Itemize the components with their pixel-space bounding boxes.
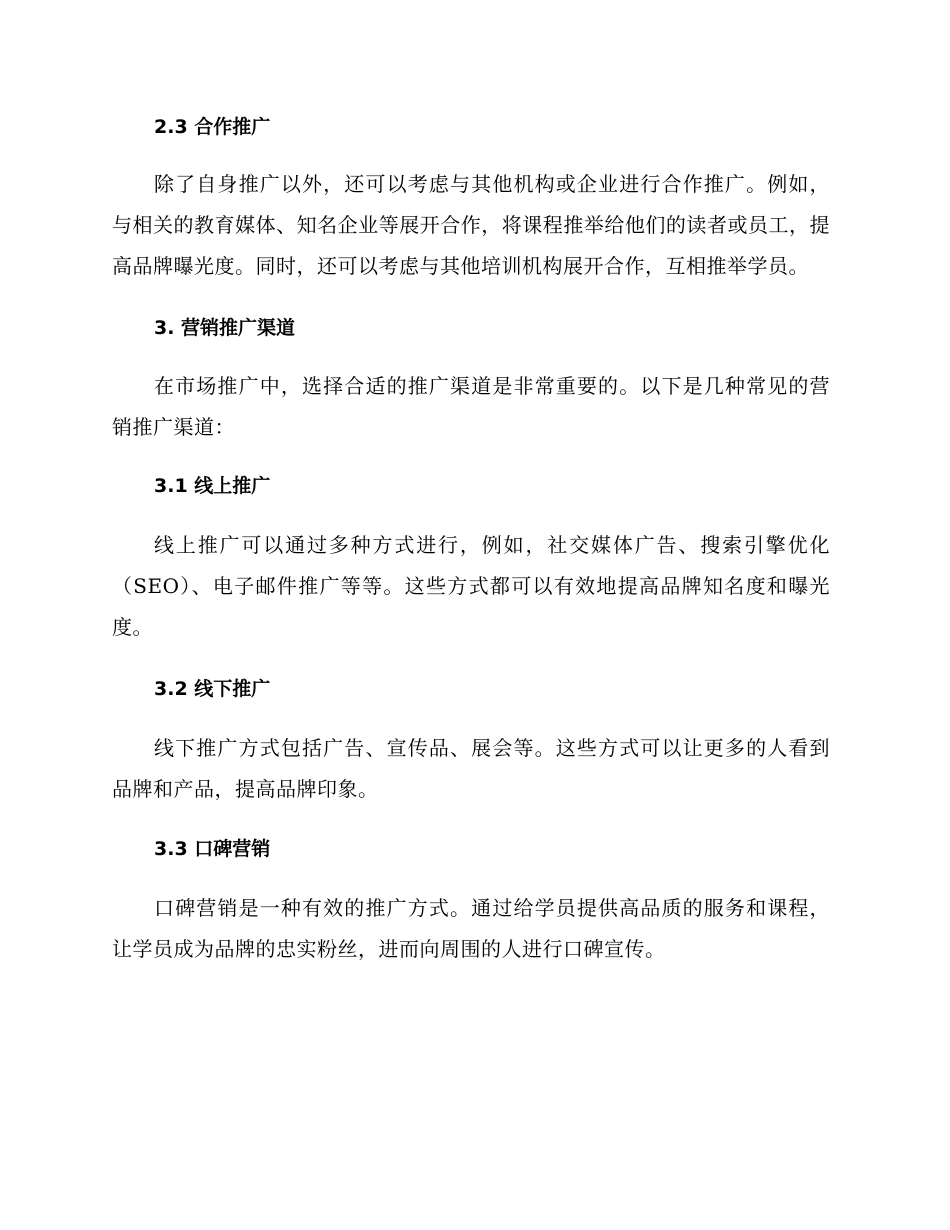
section-heading-3-1: 3.1 线上推广 xyxy=(154,475,271,497)
section-paragraph-3-3: 口碑营销是一种有效的推广方式。通过给学员提供高品质的服务和课程，让学员成为品牌的忠实粉丝，进而向周围的人进行口碑宣传。 xyxy=(112,896,830,961)
section-heading-3: 3. 营销推广渠道 xyxy=(154,317,296,339)
section-heading-3-3: 3.3 口碑营销 xyxy=(154,838,271,860)
section-paragraph-3-2: 线下推广方式包括广告、宣传品、展会等。这些方式可以让更多的人看到品牌和产品，提高品牌印象。 xyxy=(112,736,830,801)
section-heading-2-3: 2.3 合作推广 xyxy=(154,116,271,138)
document-body xyxy=(112,112,830,970)
section-heading-3-2: 3.2 线下推广 xyxy=(154,678,271,700)
section-paragraph-3: 在市场推广中，选择合适的推广渠道是非常重要的。以下是几种常见的营销推广渠道： xyxy=(112,374,830,439)
section-paragraph-2-3: 除了自身推广以外，还可以考虑与其他机构或企业进行合作推广。例如，与相关的教育媒体、知名企业等展开合作，将课程推举给他们的读者或员工，提高品牌曝光度。同时，还可以考虑与其他培训机构展开合作，互相推举学员。 xyxy=(112,172,830,278)
section-paragraph-3-1: 线上推广可以通过多种方式进行，例如，社交媒体广告、搜索引擎优化（SEO）、电子邮件推广等等。这些方式都可以有效地提高品牌知名度和曝光度。 xyxy=(112,533,830,639)
